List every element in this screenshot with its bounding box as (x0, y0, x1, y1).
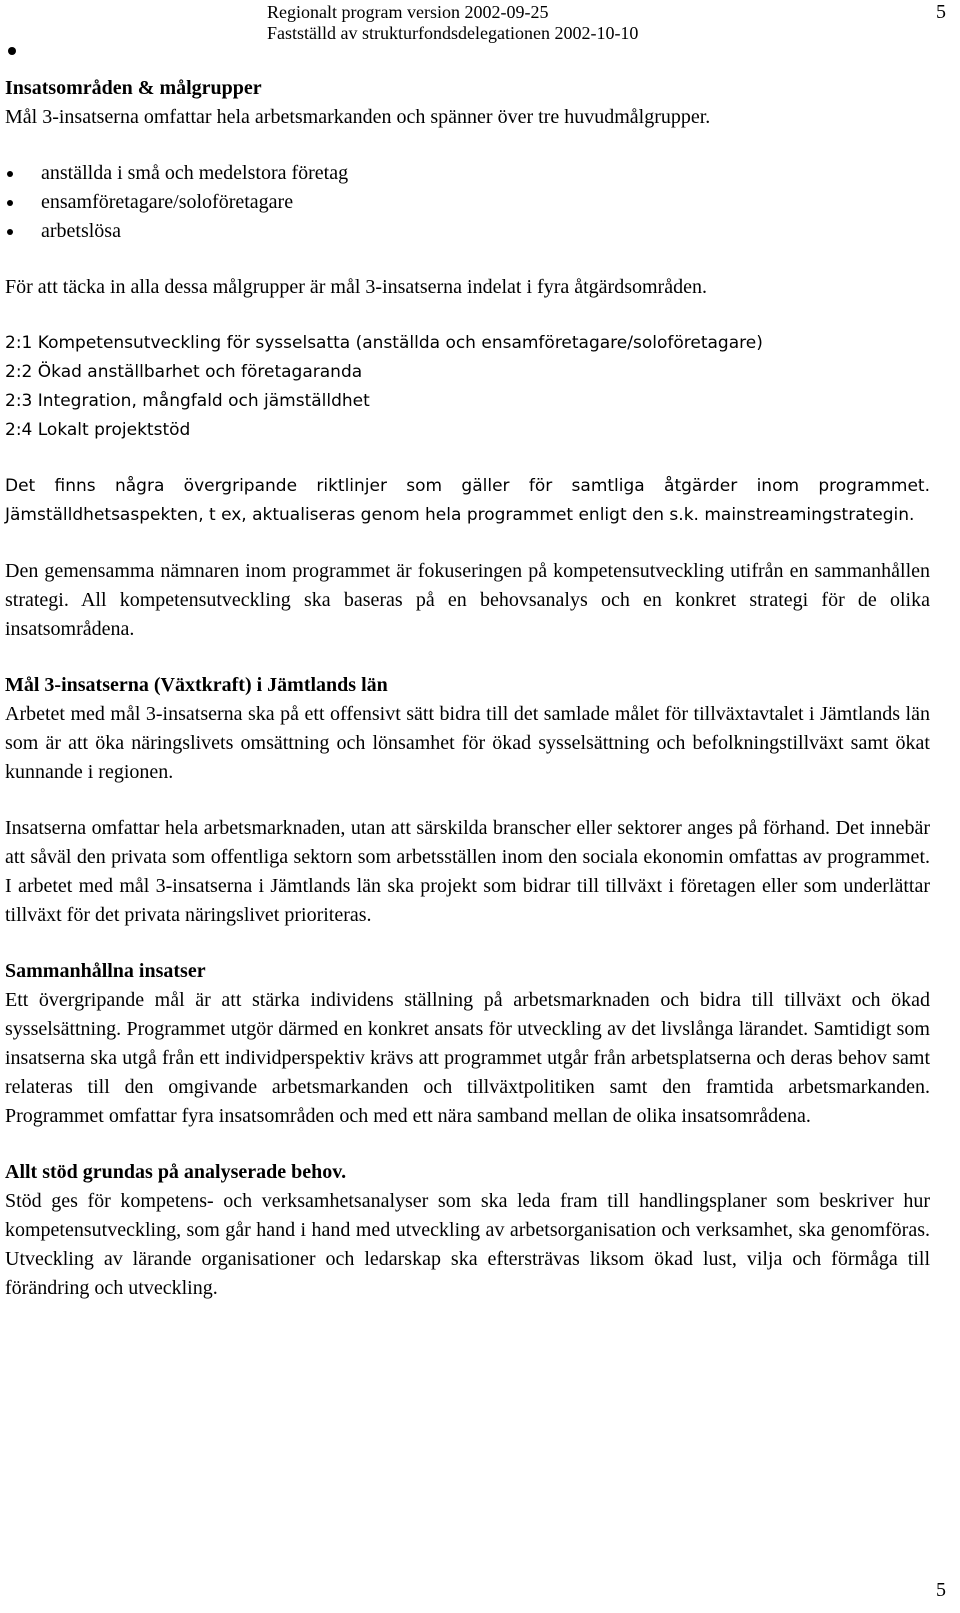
section-heading: Sammanhållna insatser (5, 960, 206, 982)
list-item: 2:1 Kompetensutveckling för sysselsatta (anställda och ensamföretagare/soloföretagare) (5, 333, 763, 353)
target-group-list (5, 159, 930, 246)
areas-intro: För att täcka in alla dessa målgrupper är mål 3-insatserna indelat i fyra åtgärdsområden. (5, 276, 707, 298)
section-heading: Allt stöd grundas på analyserade behov. (5, 1161, 347, 1183)
paragraph: Arbetet med mål 3-insatserna ska på ett offensivt sätt bidra till det samlade målet för tillväxtavtalet i Jämtlands län som är att öka näringslivets omsättning och lönsamhet för ökad sysselsättning och befolkningstillväxt samt ökat kunnande i regionen. (5, 703, 930, 783)
intro-paragraph: Mål 3-insatserna omfattar hela arbetsmarkanden och spänner över tre huvudmålgrupper. (5, 106, 711, 128)
section-needs-analysis (5, 1158, 930, 1303)
paragraph: Ett övergripande mål är att stärka individens ställning på arbetsmarknaden och bidra till tillväxt och ökad sysselsättning. Programmet utgör därmed en konkret ansats för utveckling av det livslånga lärandet. Samtidigt som insatserna ska utgå från ett individperspektiv krävs att programmet utgår från arbetsplatserna och deras behov samt relateras till den omgivande arbetsmarkanden och tillväxtpolitiken samt den framtida arbetsmarkanden. Programmet omfattar fyra insatsområden och med ett nära samband mellan de olika insatsområdena. (5, 989, 930, 1127)
list-item: 2:2 Ökad anställbarhet och företagaranda (5, 362, 363, 382)
header-version: Regionalt program version 2002-09-25 (267, 2, 549, 22)
area-list (5, 329, 930, 445)
header-approval: Fastställd av strukturfondsdelegationen 2002-10-10 (267, 23, 639, 43)
page-number: 5 (936, 1, 946, 23)
list-item: ensamföretagare/soloföretagare (5, 188, 930, 217)
section-heading: Mål 3-insatserna (Växtkraft) i Jämtlands län (5, 674, 388, 696)
section-heading: Insatsområden & målgrupper (5, 77, 262, 99)
list-item: arbetslösa (5, 217, 930, 246)
page-header (0, 0, 960, 48)
guidelines-paragraph: Det finns några övergripande riktlinjer som gäller för samtliga åtgärder inom programmet. Jämställdhetsaspekten, t ex, aktualiseras genom hela programmet enligt den s.k. mainstreamingstrategin. (5, 476, 930, 525)
list-item: 2:4 Lokalt projektstöd (5, 420, 191, 440)
bullet-icon (8, 47, 16, 55)
common-denominator-paragraph: Den gemensamma nämnaren inom programmet är fokuseringen på kompetensutveckling utifrån en sammanhållen strategi. All kompetensutveckling ska baseras på en behovsanalys och en konkret strategi för de olika insatsområdena. (5, 560, 930, 640)
paragraph: Insatserna omfattar hela arbetsmarknaden, utan att särskilda branscher eller sektorer anges på förhand. Det innebär att såväl den privata som offentliga sektorn som arbetsställen inom den sociala ekonomin omfattas av programmet. I arbetet med mål 3-insatserna i Jämtlands län ska projekt som bidrar till tillväxt i företagen eller som underlättar tillväxt för det privata näringslivet prioriteras. (5, 817, 930, 926)
list-item: anställda i små och medelstora företag (5, 159, 930, 188)
section-cohesive-efforts (5, 957, 930, 1131)
footer-page-number: 5 (936, 1579, 946, 1601)
paragraph: Stöd ges för kompetens- och verksamhetsanalyser som ska leda fram till handlingsplaner som beskriver hur kompetensutveckling, som går hand i hand med utveckling av arbetsorganisation och verksamhet, ska genomföras. Utveckling av lärande organisationer och ledarskap ska eftersträvas liksom ökad lust, vilja och förmåga till förändring och utveckling. (5, 1190, 930, 1299)
section-jamtland (5, 671, 930, 930)
list-item: 2:3 Integration, mångfald och jämställdhet (5, 391, 370, 411)
document-body (5, 74, 930, 1303)
section-target-groups (5, 74, 930, 644)
